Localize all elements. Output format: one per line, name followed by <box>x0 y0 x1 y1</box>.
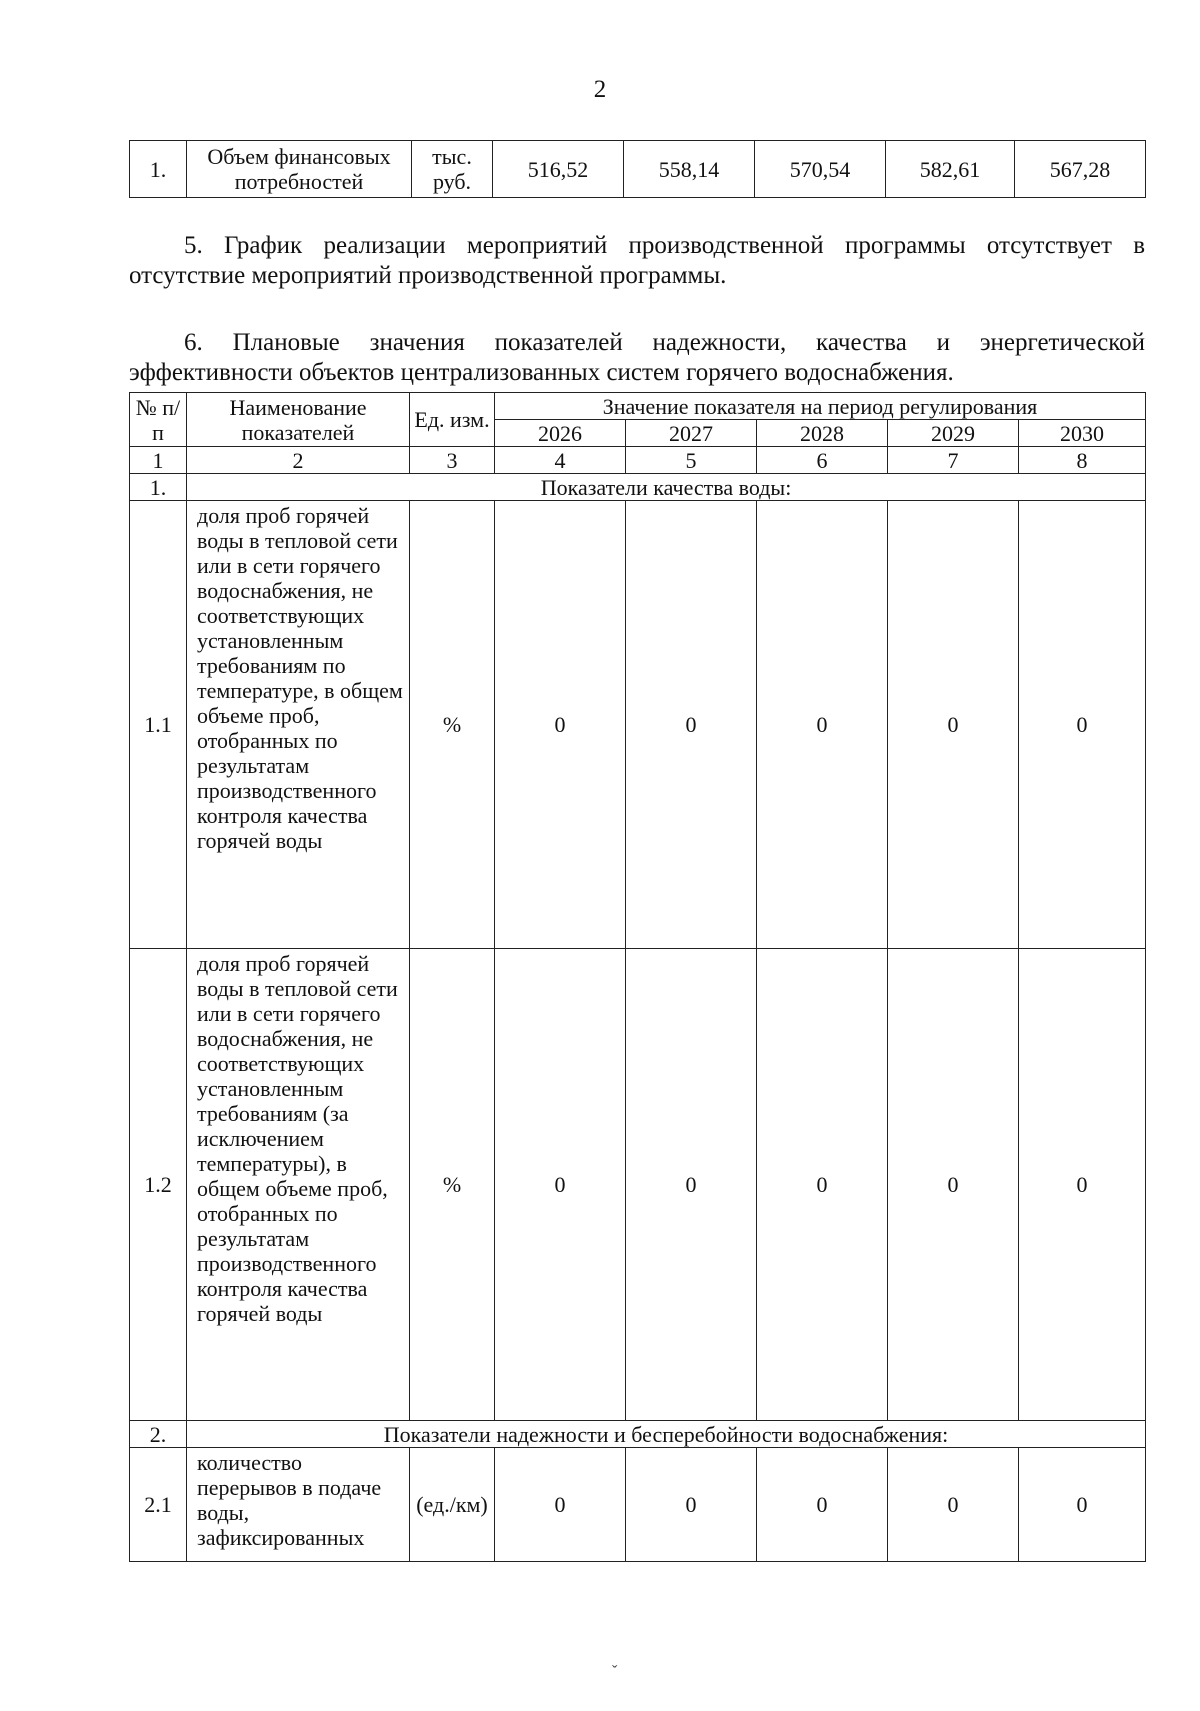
column-number: 1 <box>130 447 187 474</box>
header-unit: Ед. изм. <box>410 393 495 447</box>
row-value-2026: 0 <box>495 949 626 1421</box>
table-row <box>130 949 1146 1421</box>
row-value-2030: 0 <box>1019 501 1146 949</box>
indicators-table <box>129 392 1146 1562</box>
fin-value-3: 570,54 <box>755 141 886 198</box>
header-period: Значение показателя на период регулирования <box>495 393 1146 420</box>
header-name: Наименование показателей <box>187 393 410 447</box>
column-number: 3 <box>410 447 495 474</box>
column-number: 2 <box>187 447 410 474</box>
paragraph-5 <box>129 231 1145 291</box>
column-number: 8 <box>1019 447 1146 474</box>
column-number: 4 <box>495 447 626 474</box>
table-row <box>130 141 1146 198</box>
row-name-text: доля проб горячей воды в тепловой сети или в сети горячего водоснабжения, не соответствующих установленным требованиям (за исключением температуры), в общем объеме проб, отобранных по результатам производственного контроля качества горячей воды <box>197 951 398 1326</box>
row-name-text: доля проб горячей воды в тепловой сети или в сети горячего водоснабжения, не соответствующих установленным требованиям по температуре, в общем объеме проб, отобранных по результатам производственного контроля качества горячей воды <box>197 503 403 853</box>
financial-needs-table <box>129 140 1146 198</box>
column-number: 5 <box>626 447 757 474</box>
fin-row-unit: тыс. руб. <box>412 141 493 198</box>
fin-value-2: 558,14 <box>624 141 755 198</box>
header-year-2026: 2026 <box>495 420 626 447</box>
row-value-2027: 0 <box>626 501 757 949</box>
fin-value-1: 516,52 <box>493 141 624 198</box>
header-year-2027: 2027 <box>626 420 757 447</box>
column-number: 6 <box>757 447 888 474</box>
row-number: 2.1 <box>130 1448 187 1562</box>
row-name <box>187 501 410 949</box>
row-unit: % <box>410 949 495 1421</box>
row-value-2030: 0 <box>1019 1448 1146 1562</box>
row-unit: (ед./км) <box>410 1448 495 1562</box>
paragraph-6-line-2: эффективности объектов централизованных систем горячего водоснабжения. <box>129 359 954 386</box>
footer-mark: ˇ <box>612 1663 618 1680</box>
row-value-2027: 0 <box>626 949 757 1421</box>
row-value-2027: 0 <box>626 1448 757 1562</box>
section-row-water-quality <box>130 474 1146 501</box>
page-number: 2 <box>593 76 607 103</box>
row-value-2029: 0 <box>888 949 1019 1421</box>
row-number: 1.1 <box>130 501 187 949</box>
paragraph-5-text: 5. График реализации мероприятий производственной программы отсутствует в отсутствие мероприятий производственной программы. <box>129 232 1145 289</box>
fin-row-number: 1. <box>130 141 187 198</box>
row-value-2028: 0 <box>757 501 888 949</box>
section-number: 1. <box>130 474 187 501</box>
section-row-reliability <box>130 1421 1146 1448</box>
column-numbers-row <box>130 447 1146 474</box>
table-row <box>130 1448 1146 1562</box>
row-name-text: количество перерывов в подаче воды, зафиксированных <box>197 1450 382 1550</box>
fin-value-5: 567,28 <box>1015 141 1146 198</box>
row-value-2026: 0 <box>495 1448 626 1562</box>
row-name <box>187 1448 410 1562</box>
paragraph-6-line-1-text: 6. Плановые значения показателей надежности, качества и энергетической <box>184 329 1145 356</box>
row-value-2026: 0 <box>495 501 626 949</box>
table-row <box>130 501 1146 949</box>
row-name <box>187 949 410 1421</box>
fin-row-name: Объем финансовых потребностей <box>187 141 412 198</box>
section-number: 2. <box>130 1421 187 1448</box>
row-value-2029: 0 <box>888 1448 1019 1562</box>
header-year-2030: 2030 <box>1019 420 1146 447</box>
fin-value-4: 582,61 <box>886 141 1015 198</box>
row-value-2028: 0 <box>757 949 888 1421</box>
column-number: 7 <box>888 447 1019 474</box>
section-title: Показатели качества воды: <box>187 474 1146 501</box>
row-value-2029: 0 <box>888 501 1019 949</box>
header-num: № п/п <box>130 393 187 447</box>
header-row <box>130 393 1146 420</box>
row-value-2028: 0 <box>757 1448 888 1562</box>
row-number: 1.2 <box>130 949 187 1421</box>
row-value-2030: 0 <box>1019 949 1146 1421</box>
row-unit: % <box>410 501 495 949</box>
section-title: Показатели надежности и бесперебойности водоснабжения: <box>187 1421 1146 1448</box>
paragraph-6-line-1 <box>129 328 1145 358</box>
header-year-2028: 2028 <box>757 420 888 447</box>
header-year-2029: 2029 <box>888 420 1019 447</box>
